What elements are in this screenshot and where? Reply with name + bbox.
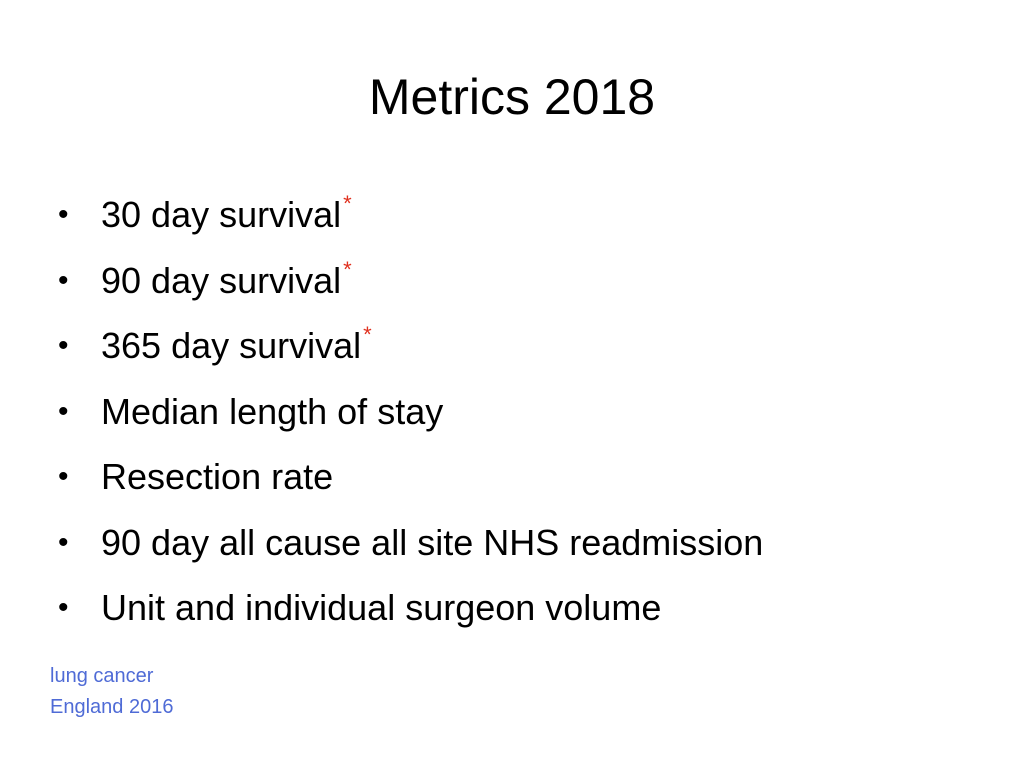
asterisk-marker: * — [363, 322, 372, 347]
bullet-dot-icon: • — [58, 460, 69, 493]
bullet-dot-icon: • — [58, 329, 69, 362]
bullet-text: 30 day survival — [101, 194, 342, 235]
bullet-text: Resection rate — [101, 456, 334, 497]
bullet-item-median-length-of-stay — [58, 379, 763, 445]
bullet-dot-icon: • — [58, 591, 69, 624]
bullet-item-30-day-survival — [58, 182, 763, 248]
bullet-text: 90 day survival — [101, 259, 342, 301]
footnote-line-1: lung cancer — [50, 665, 154, 687]
bullet-text: 90 day all cause all site NHS readmission — [101, 521, 764, 563]
bullet-item-90-day-survival — [58, 248, 763, 314]
asterisk-marker: * — [343, 191, 352, 216]
asterisk-marker: * — [343, 256, 352, 282]
bullet-dot-icon: • — [58, 263, 69, 297]
bullet-text: 365 day survival — [101, 325, 362, 366]
bullet-item-surgeon-volume — [58, 575, 763, 641]
bullet-item-readmission — [58, 510, 763, 576]
bullet-item-resection-rate — [58, 444, 763, 510]
footnote — [50, 661, 173, 723]
bullet-dot-icon: • — [58, 198, 69, 231]
bullet-item-365-day-survival — [58, 313, 763, 379]
footnote-line-2: England 2016 — [50, 696, 174, 718]
slide-title: Metrics 2018 — [368, 69, 656, 125]
bullet-dot-icon: • — [58, 394, 69, 428]
bullet-text: Unit and individual surgeon volume — [101, 587, 662, 628]
bullet-dot-icon: • — [58, 525, 69, 559]
bullet-text: Median length of stay — [101, 390, 444, 432]
bullet-list — [58, 182, 763, 641]
